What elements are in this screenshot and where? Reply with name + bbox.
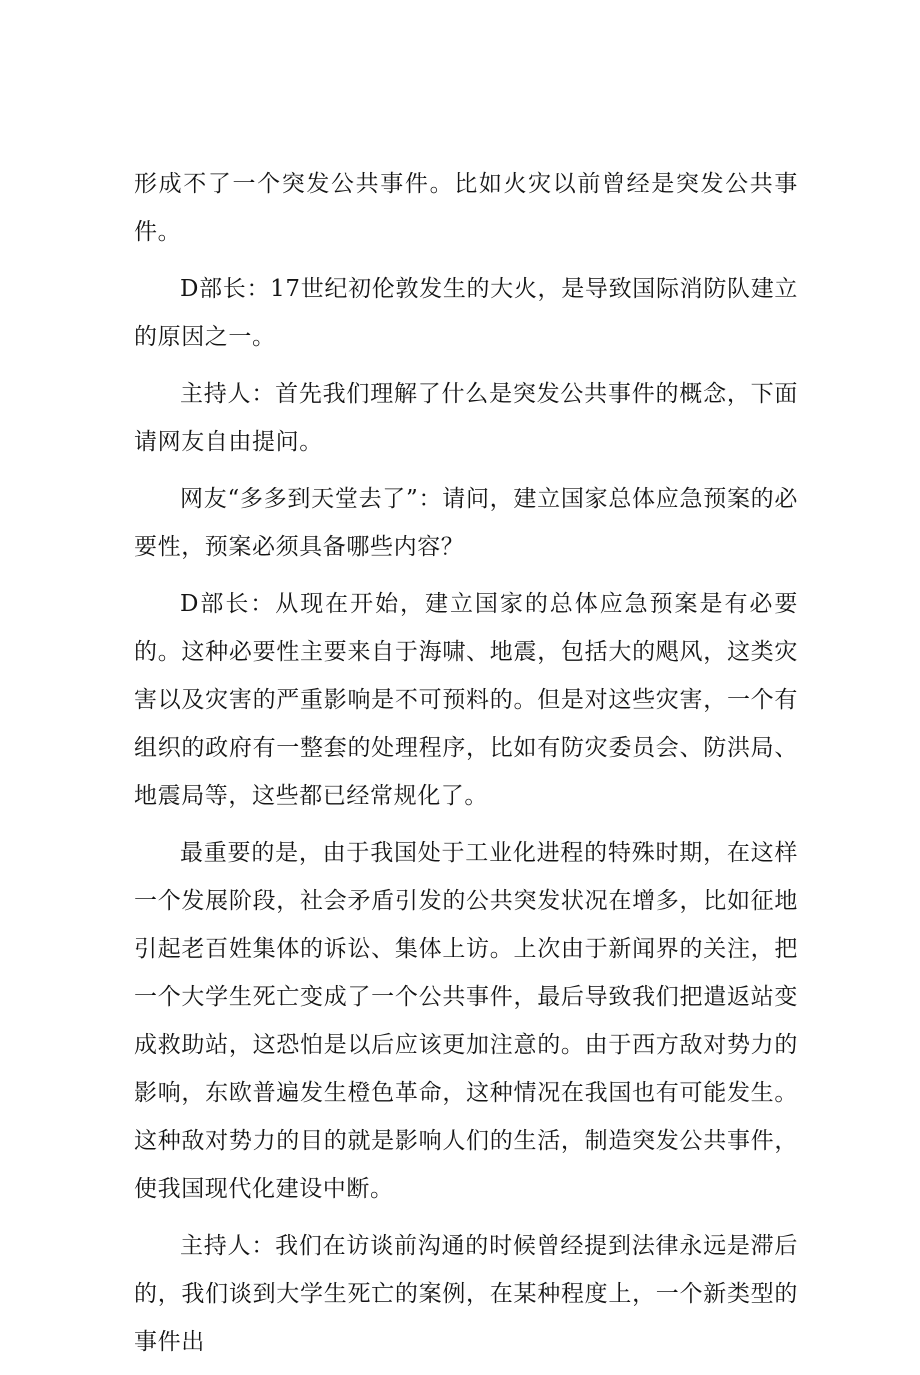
paragraph-4: 网友“多多到天堂去了”：请问，建立国家总体应急预案的必要性，预案必须具备哪些内容？: [134, 486, 798, 560]
paragraph-3: 主持人：首先我们理解了什么是突发公共事件的概念，下面请网友自由提问。: [134, 381, 798, 455]
document-body: [134, 160, 798, 1375]
paragraph-7: 主持人：我们在访谈前沟通的时候曾经提到法律永远是滞后的，我们谈到大学生死亡的案例，在某种程度上，一个新类型的事件出: [134, 1233, 798, 1355]
paragraph-5: D部长：从现在开始，建立国家的总体应急预案是有必要的。这种必要性主要来自于海啸、地震，包括大的飓风，这类灾害以及灾害的严重影响是不可预料的。但是对这些灾害，一个有组织的政府有一整套的处理程序，比如有防灾委员会、防洪局、地震局等，这些都已经常规化了。: [134, 591, 798, 809]
paragraph-2: D部长：17世纪初伦敦发生的大火，是导致国际消防队建立的原因之一。: [134, 276, 798, 350]
paragraph-1: 形成不了一个突发公共事件。比如火灾以前曾经是突发公共事件。: [134, 171, 798, 245]
paragraph-6: 最重要的是，由于我国处于工业化进程的特殊时期，在这样一个发展阶段，社会矛盾引发的公共突发状况在增多，比如征地引起老百姓集体的诉讼、集体上访。上次由于新闻界的关注，把一个大学生死亡变成了一个公共事件，最后导致我们把遣返站变成救助站，这恐怕是以后应该更加注意的。由于西方敌对势力的影响，东欧普遍发生橙色革命，这种情况在我国也有可能发生。这种敌对势力的目的就是影响人们的生活，制造突发公共事件，使我国现代化建设中断。: [134, 840, 798, 1202]
